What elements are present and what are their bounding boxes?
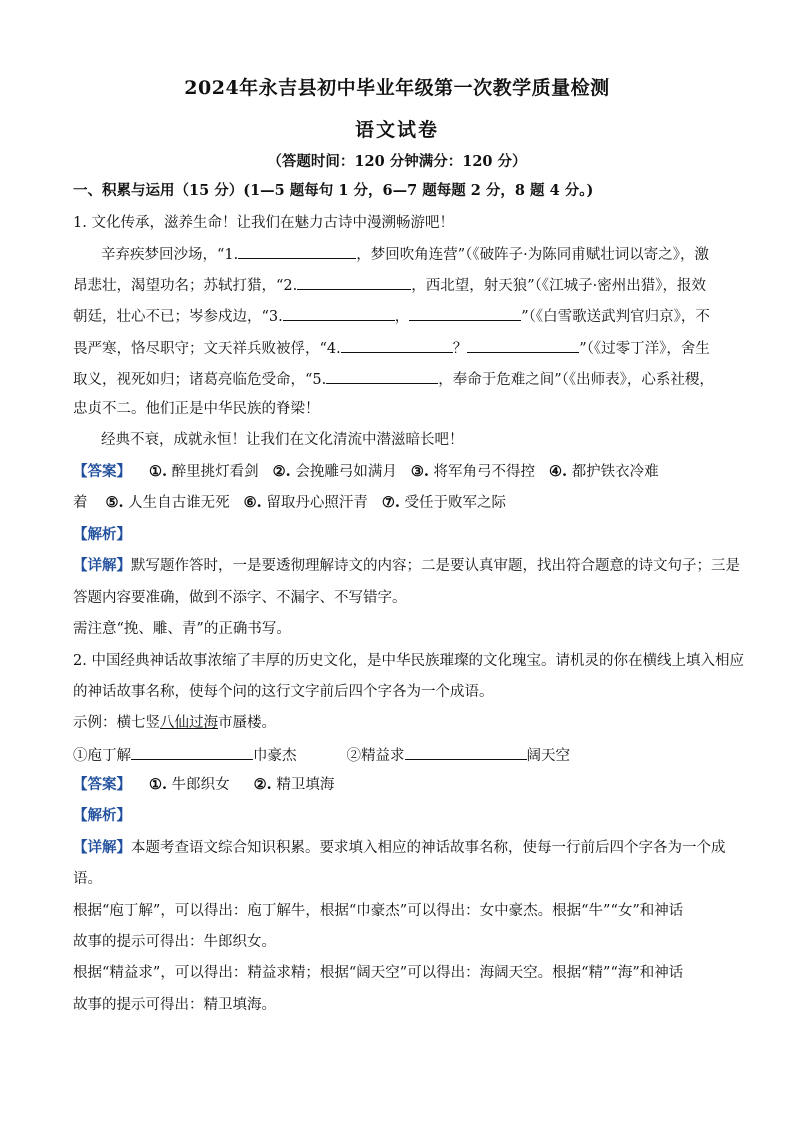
q2-detail-1 [73, 838, 726, 858]
answer-blank-q2-1[interactable] [131, 744, 253, 760]
answer-text: 醉里挑灯看剑 [171, 464, 259, 480]
answer-blank-3b[interactable] [409, 305, 521, 321]
answer-blank-5[interactable] [326, 368, 438, 384]
q2-detail-4: 故事的提示可得出：牛郎织女。 [73, 934, 276, 950]
answer-text: 会挽雕弓如满月 [295, 464, 397, 480]
analysis-tag: 【解析】 [73, 526, 131, 543]
q1-text: 朝廷，壮心不已；岑参戍边，“3. [73, 309, 283, 325]
q1-text: 昂悲壮，渴望功名；苏轼打猎，“2. [73, 278, 298, 294]
detail-text: 默写题作答时，一是要透彻理解诗文的内容；二是要认真审题，找出符合题意的诗文句子；三是 [131, 558, 740, 574]
answer-text: 留取丹心照汗青 [266, 495, 368, 511]
exam-time-note: （答题时间：120 分钟满分：120 分） [267, 153, 527, 170]
answer-blank-q2-2[interactable] [405, 744, 527, 760]
q1-text: 取义，视死如归；诸葛亮临危受命，“5. [73, 372, 327, 388]
answer-tag: 【答案】 [73, 463, 131, 480]
item-text: ①庖丁解 [73, 748, 131, 764]
q2-example [73, 713, 723, 733]
q2-detail-3: 根据“庖丁解”，可以得出：庖丁解牛，根据“巾豪杰”可以得出：女中豪杰。根据“牛”“女”和神话 [73, 903, 684, 919]
answer-num: ①. [149, 463, 168, 480]
answer-num: ④. [549, 463, 568, 480]
answer-num: ⑦. [381, 494, 400, 511]
q1-detail-3: 需注意“挽、雕、青”的正确书写。 [73, 621, 291, 637]
answer-text: 着 [73, 495, 88, 511]
q2-detail-2: 语。 [73, 871, 102, 887]
detail-text: 本题考查语文综合知识积累。要求填入相应的神话故事名称，使每一行前后四个字各为一个成 [131, 840, 726, 856]
answer-num: ⑥. [243, 494, 262, 511]
q1-text: 辛弃疾梦回沙场，“1. [101, 247, 239, 263]
answer-num: ②. [272, 463, 291, 480]
answer-num: ⑤. [105, 494, 124, 511]
q1-text: ，梦回吹角连营”（《破阵子·为陈同甫赋壮词以寄之》，激 [356, 247, 710, 263]
q1-text: 畏严寒，恪尽职守；文天祥兵败被俘，“4. [73, 341, 341, 357]
answer-text: 精卫填海 [276, 777, 335, 793]
section-heading: 一、积累与运用（15 分）(1—5 题每句 1 分，6—7 题每题 2 分，8 题 4 分。) [73, 182, 594, 199]
q1-line-6: 忠贞不二。他们正是中华民族的脊梁！ [73, 401, 320, 417]
answer-blank-4a[interactable] [341, 337, 453, 353]
answer-num: ①. [149, 776, 168, 793]
q2-items [73, 744, 723, 766]
example-underlined: 八仙过海 [160, 715, 218, 731]
example-text: 市蜃楼。 [218, 715, 276, 731]
q1-line-1 [101, 243, 723, 265]
answer-text: 将军角弓不得控 [433, 464, 536, 480]
q1-line-5 [73, 368, 723, 390]
q1-text: ？ [452, 341, 468, 357]
q1-line-2 [73, 274, 723, 296]
item-text: 巾豪杰 [253, 748, 297, 764]
q1-text: ， [394, 309, 410, 325]
q2-detail-5: 根据“精益求”，可以得出：精益求精；根据“阔天空”可以得出：海阔天空。根据“精”“海”和神话 [73, 965, 684, 981]
q1-detail-2: 答题内容要准确，做到不添字、不漏字、不写错字。 [73, 590, 407, 606]
q1-line-3 [73, 305, 723, 327]
detail-tag: 【详解】 [73, 839, 131, 856]
q1-answer-line [73, 462, 723, 482]
q2-prompt-2: 的神话故事名称，使每个问的这行文字前后四个字各为一个成语。 [73, 684, 494, 700]
answer-text: 牛郎织女 [171, 777, 230, 793]
item-text: 阔天空 [526, 748, 570, 764]
q1-answer-line-2 [73, 493, 723, 513]
q2-detail-6: 故事的提示可得出：精卫填海。 [73, 997, 276, 1013]
q1-prompt: 1. 文化传承，滋养生命！让我们在魅力古诗中漫溯畅游吧！ [73, 215, 454, 231]
q1-detail-1 [73, 556, 740, 576]
analysis-tag: 【解析】 [73, 807, 131, 824]
q2-prompt-1: 2. 中国经典神话故事浓缩了丰厚的历史文化，是中华民族璀璨的文化瑰宝。请机灵的你在横线上填入相应 [73, 653, 744, 669]
answer-num: ③. [410, 463, 429, 480]
q1-text: ，奉命于危难之间”（《出师表》，心系社稷， [438, 372, 714, 388]
exam-title: 2024年永吉县初中毕业年级第一次教学质量检测 [184, 77, 610, 99]
detail-tag: 【详解】 [73, 557, 131, 574]
answer-blank-4b[interactable] [467, 337, 579, 353]
q1-line-7: 经典不衰，成就永恒！让我们在文化清流中潜滋暗长吧！ [101, 432, 464, 448]
answer-blank-3a[interactable] [283, 305, 395, 321]
answer-text: 人生自古谁无死 [128, 495, 230, 511]
q1-line-4 [73, 337, 723, 359]
answer-num: ②. [253, 776, 272, 793]
q2-answer-line [73, 775, 723, 795]
q1-text: ”（《过零丁洋》，舍生 [579, 341, 710, 357]
example-text: 示例：横七竖 [73, 715, 160, 731]
answer-tag: 【答案】 [73, 776, 131, 793]
answer-text: 受任于败军之际 [404, 495, 507, 511]
answer-text: 都护铁衣冷难 [571, 464, 659, 480]
item-text: ②精益求 [346, 748, 405, 764]
answer-blank-2[interactable] [297, 274, 411, 290]
exam-subtitle: 语文试卷 [354, 119, 439, 141]
answer-blank-1[interactable] [238, 243, 356, 259]
q1-text: ”（《白雪歌送武判官归京》，不 [521, 309, 710, 325]
q1-text: ，西北望，射天狼”（《江城子·密州出猎》，报效 [411, 278, 707, 294]
